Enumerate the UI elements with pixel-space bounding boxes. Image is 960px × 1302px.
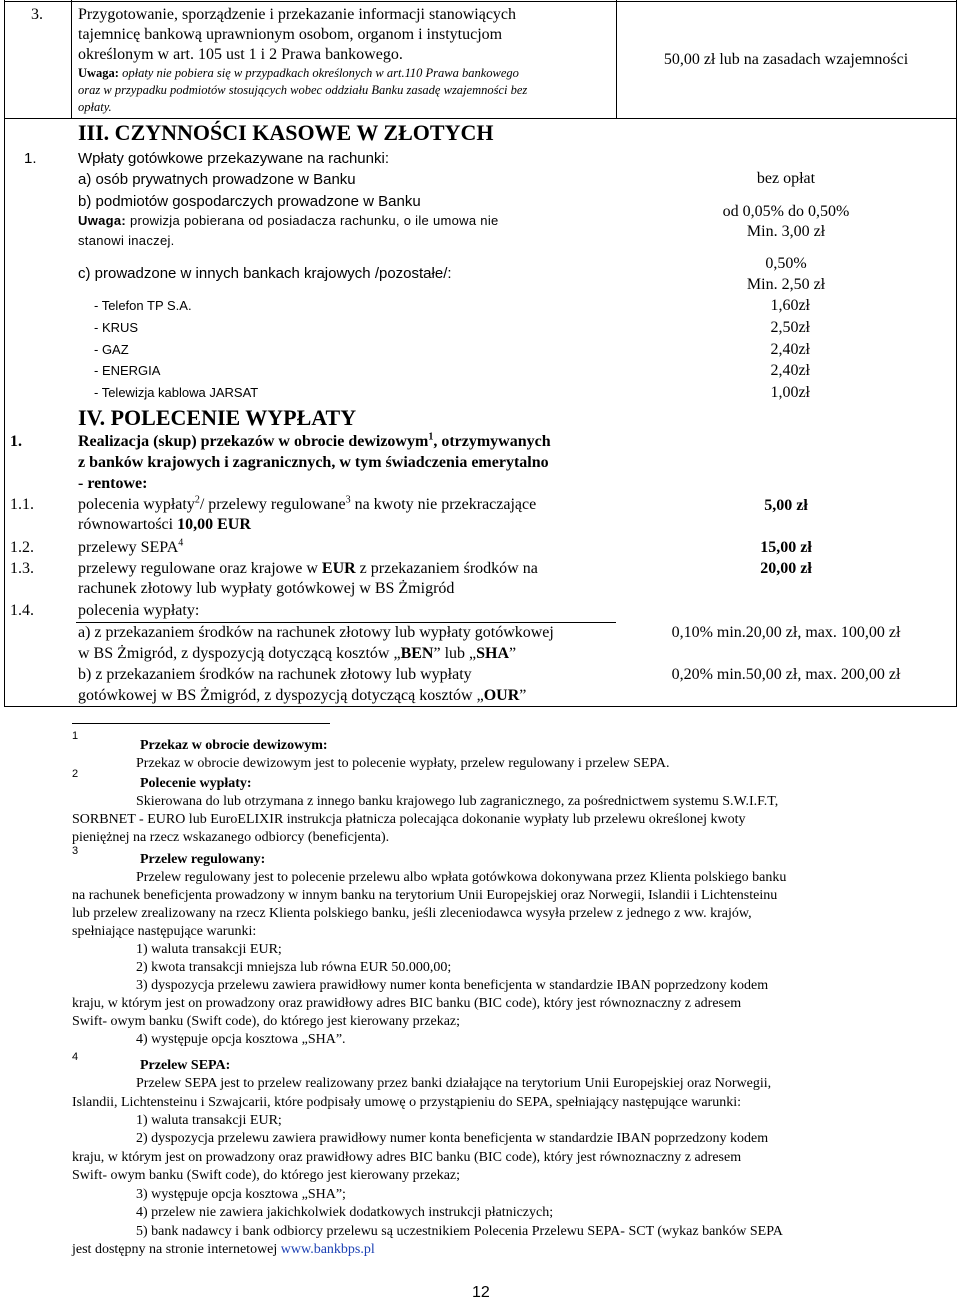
item-label	[78, 687, 526, 705]
table-border-left	[4, 0, 5, 707]
footnote-title: Przekaz w obrocie dewizowym:	[140, 738, 328, 753]
footnote-separator	[72, 723, 330, 724]
footnote-condition: kraju, w którym jest on prowadzony oraz prawidłowy adres BIC banku (BIC code), który jest równoznaczny z adresem	[72, 996, 742, 1011]
item-text: równowartości	[78, 516, 178, 533]
subitem-label: - Telefon TP S.A.	[94, 298, 192, 313]
footnote-text: SORBNET - EURO lub EuroELIXIR instrukcja płatnicza polecająca dokonanie wypłaty lub przelewu określonej kwoty	[72, 812, 746, 827]
footnote-condition: 3) występuje opcja kosztowa „SHA”;	[136, 1187, 346, 1202]
footnote-condition: 1) waluta transakcji EUR;	[136, 942, 282, 957]
item-label: polecenia wypłaty:	[78, 602, 200, 619]
item-label: rachunek złotowy lub wypłaty gotówkowej w BS Żmigród	[78, 580, 455, 597]
footnote-condition: Swift- owym banku (Swift code), do którego jest kierowany przekaz;	[72, 1014, 461, 1029]
item-text: gotówkowej w BS Żmigród, z dyspozycją dotyczącą kosztów „	[78, 687, 484, 704]
item-label	[78, 496, 536, 514]
item-number: 1.2.	[10, 539, 34, 556]
footnote-condition: kraju, w którym jest on prowadzony oraz prawidłowy adres BIC banku (BIC code), który jest równoznaczny z adresem	[72, 1150, 742, 1165]
footnote-number: 1	[72, 730, 79, 742]
item-title: Wpłaty gotówkowe przekazywane na rachunki:	[78, 150, 389, 167]
item-label	[78, 516, 251, 534]
footnote-condition: 5) bank nadawcy i bank odbiorcy przelewu są uczestnikiem Polecenia Przelewu SEPA- SCT (wykaz banków SEPA	[136, 1224, 783, 1239]
item-text: ”	[519, 687, 527, 704]
footnote-text: Skierowana do lub otrzymana z innego banku krajowego lub zagranicznego, za pośrednictwem systemu S.W.I.F.T,	[136, 794, 779, 809]
item-title-line: - rentowe:	[78, 475, 148, 492]
footnote-ref: 3	[345, 494, 351, 506]
item-text: przelewy regulowane oraz krajowe w	[78, 560, 322, 577]
row-note: oraz w przypadku podmiotów stosujących wobec oddziału Banku zasadę wzajemności bez	[78, 83, 528, 97]
footnote-number: 3	[72, 845, 79, 857]
footnote-number: 4	[72, 1051, 79, 1063]
item-title-line: z banków krajowych i zagranicznych, w tym świadczenia emerytalno	[78, 454, 549, 471]
footnote-ref: 4	[178, 537, 184, 549]
row-fee: 50,00 zł lub na zasadach wzajemności	[663, 51, 909, 68]
subitem-fee: 1,00zł	[770, 384, 810, 401]
row-note: opłaty.	[78, 100, 112, 114]
footnote-text: lub przelew zrealizowany na rzecz Klienta polskiego banku, jeśli zleceniodawca wysyła przelew z jednego z ww. krajów,	[72, 906, 752, 921]
footnote-condition: 2) kwota transakcji mniejsza lub równa EUR 50.000,00;	[136, 960, 452, 975]
footnote-condition: 1) waluta transakcji EUR;	[136, 1113, 282, 1128]
footnote-ref: 2	[194, 494, 200, 506]
subitem-fee: 2,50zł	[770, 319, 810, 336]
page-number: 12	[472, 1284, 490, 1301]
footnote-text: Przekaz w obrocie dewizowym jest to polecenie wypłaty, przelew regulowany i przelew SEPA.	[136, 756, 670, 771]
item-b-fee-min: Min. 3,00 zł	[746, 223, 826, 240]
item-number: 1.1.	[10, 496, 34, 513]
footnote-text: Islandii, Lichtensteinu i Szwajcarii, które podpisały umowę o przystąpieniu do SEPA, spełniający następujące warunki:	[72, 1095, 741, 1110]
item-label	[78, 645, 516, 663]
subitem-label: - Telewizja kablowa JARSAT	[94, 385, 259, 400]
note-text: opłaty nie pobiera się w przypadkach określonych w art.	[118, 66, 405, 80]
note-label: Uwaga:	[78, 213, 127, 228]
item-title-line	[78, 433, 551, 451]
footnote-condition: 4) przelew nie zawiera jakichkolwiek dodatkowych instrukcji płatniczych;	[136, 1205, 554, 1220]
footnote-condition	[72, 1242, 375, 1258]
note-text: 110 Prawa bankowego	[404, 66, 519, 80]
item-number: 1.	[24, 150, 37, 167]
footnote-condition: 2) dyspozycja przelewu zawiera prawidłowy numer konta beneficjenta w standardzie IBAN poprzedzony kodem	[136, 1131, 769, 1146]
subitem-fee: 2,40zł	[770, 362, 810, 379]
item-text: polecenia wypłaty	[78, 496, 195, 513]
item-c-fee: 0,50%	[765, 255, 807, 272]
item-b-note	[78, 213, 499, 228]
item-fee: 20,00 zł	[760, 560, 812, 577]
item-text: przelewy SEPA	[78, 539, 179, 556]
cost-option: BEN	[400, 645, 434, 662]
row-description-line: tajemnicę bankową uprawnionym osobom, organom i instytucjom	[78, 26, 503, 43]
footnote-title: Przelew regulowany:	[140, 852, 266, 867]
row-description-line: określonym w art. 105 ust 1 i 2 Prawa bankowego.	[78, 46, 403, 63]
row-description-line: Przygotowanie, sporządzenie i przekazanie informacji stanowiących	[78, 6, 517, 23]
footnote-condition: 4) występuje opcja kosztowa „SHA”.	[136, 1032, 346, 1047]
bankbps-link[interactable]: www.bankbps.pl	[280, 1242, 375, 1257]
item-text: ”	[509, 645, 517, 662]
subitem-fee: 2,40zł	[770, 341, 810, 358]
item-label	[78, 539, 183, 557]
item-label: b) z przekazaniem środków na rachunek złotowy lub wypłaty	[78, 666, 472, 683]
footnote-ref: 1	[428, 431, 434, 443]
cost-option: SHA	[476, 645, 510, 662]
row-number: 3.	[31, 6, 43, 23]
item-fee: 0,10% min.20,00 zł, max. 100,00 zł	[671, 624, 901, 641]
item-fee: 15,00 zł	[760, 539, 812, 556]
item-c-fee-min: Min. 2,50 zł	[746, 276, 826, 293]
subitem-fee: 1,60zł	[770, 297, 810, 314]
item-title-text: Realizacja (skup) przekazów w obrocie dewizowym	[78, 433, 429, 450]
item-currency: EUR	[321, 560, 356, 577]
item-text: w BS Żmigród, z dyspozycją dotyczącą kosztów „	[78, 645, 401, 662]
item-label	[78, 560, 538, 578]
item-fee: 5,00 zł	[764, 497, 808, 514]
footnote-text: jest dostępny na stronie internetowej	[72, 1242, 281, 1257]
footnote-text: pieniężnej na rzecz wskazanego odbiorcy (beneficjenta).	[72, 830, 390, 845]
footnote-condition: Swift- owym banku (Swift code), do którego jest kierowany przekaz;	[72, 1168, 461, 1183]
subitem-label: - ENERGIA	[94, 363, 161, 378]
footnote-text: Przelew SEPA jest to przelew realizowany przez banki działające na terytorium Unii Europejskiej oraz Norwegii,	[136, 1076, 772, 1091]
table-row-divider	[4, 118, 957, 119]
item-number: 1.	[10, 433, 22, 450]
table-border-right	[956, 0, 957, 707]
footnote-text: Przelew regulowany jest to polecenie przelewu albo wpłata gotówkowa dokonywana przez Klienta polskiego banku	[136, 870, 787, 885]
section-title: IV. POLECENIE WYPŁATY	[78, 405, 357, 430]
row-divider	[76, 622, 616, 623]
note-label: Uwaga:	[78, 66, 119, 80]
item-a-fee: bez opłat	[756, 170, 816, 187]
table-col-divider-num	[71, 0, 72, 118]
item-amount: 10,00 EUR	[177, 516, 251, 533]
subitem-label: - KRUS	[94, 320, 139, 335]
footnote-text: na rachunek beneficjenta prowadzony w innym banku na terytorium Unii Europejskiej oraz Norwegii, Islandii i Lichtensteinu	[72, 888, 778, 903]
item-c-label: c) prowadzone w innych bankach krajowych /pozostałe/:	[78, 265, 452, 282]
item-a-label: a) osób prywatnych prowadzone w Banku	[78, 171, 356, 188]
footnote-number: 2	[72, 768, 79, 780]
item-label: a) z przekazaniem środków na rachunek złotowy lub wypłaty gotówkowej	[78, 624, 554, 641]
item-text: / przelewy regulowane	[199, 496, 346, 513]
item-number: 1.4.	[10, 602, 34, 619]
item-b-fee: od 0,05% do 0,50%	[722, 203, 850, 220]
cost-option: OUR	[483, 687, 520, 704]
subitem-label: - GAZ	[94, 342, 129, 357]
section-title: III. CZYNNOŚCI KASOWE W ZŁOTYCH	[78, 120, 494, 145]
item-title-text: , otrzymywanych	[433, 433, 551, 450]
note-text: prowizja pobierana od posiadacza rachunku, o ile umowa nie	[126, 213, 499, 228]
item-fee: 0,20% min.50,00 zł, max. 200,00 zł	[671, 666, 901, 683]
footnote-title: Przelew SEPA:	[140, 1058, 231, 1073]
row-note	[78, 66, 519, 81]
item-number: 1.3.	[10, 560, 34, 577]
table-border-top	[4, 1, 957, 2]
item-b-label: b) podmiotów gospodarczych prowadzone w Banku	[78, 193, 421, 210]
footnote-title: Polecenie wypłaty:	[140, 776, 252, 791]
item-text: na kwoty nie przekraczające	[350, 496, 537, 513]
footnote-text: spełniające następujące warunki:	[72, 924, 257, 939]
footnote-condition: 3) dyspozycja przelewu zawiera prawidłowy numer konta beneficjenta w standardzie IBAN poprzedzony kodem	[136, 978, 769, 993]
table-border-bottom	[4, 706, 957, 707]
item-text: z przekazaniem środków na	[355, 560, 538, 577]
item-text: ” lub „	[433, 645, 477, 662]
item-b-note: stanowi inaczej.	[78, 233, 175, 248]
